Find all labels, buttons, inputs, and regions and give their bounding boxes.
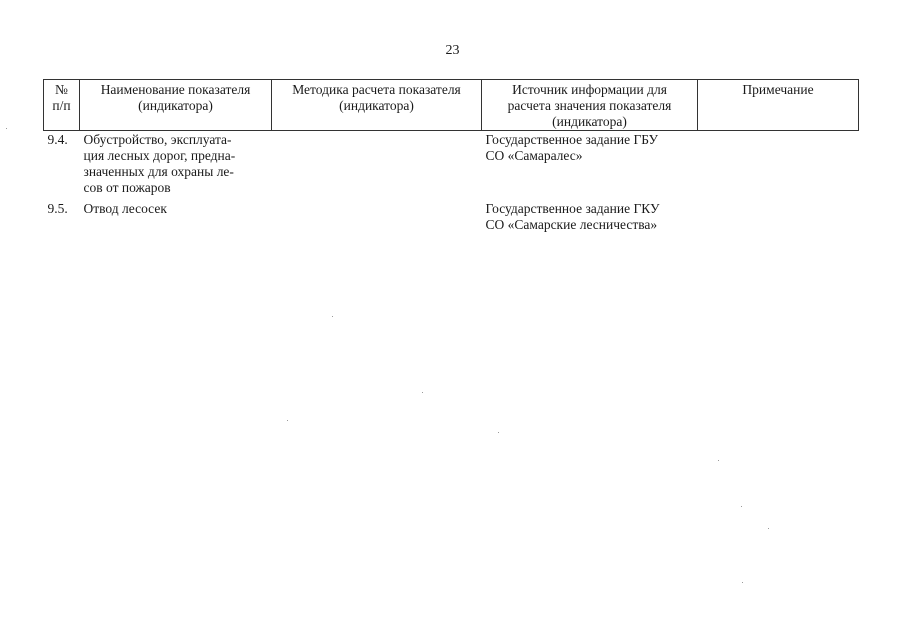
header-calculation-method bbox=[272, 80, 482, 131]
header-source-line: Источник информации для bbox=[512, 82, 667, 97]
scan-speck bbox=[718, 460, 719, 461]
table-row bbox=[44, 131, 859, 199]
scan-speck bbox=[741, 506, 742, 507]
table-header-row bbox=[44, 80, 859, 131]
indicator-name-line: сов от пожаров bbox=[83, 180, 171, 195]
scan-speck bbox=[498, 432, 499, 433]
header-note-line: Примечание bbox=[742, 82, 814, 97]
header-note bbox=[698, 80, 859, 131]
information-source-line: СО «Самаралес» bbox=[485, 148, 583, 163]
indicator-name bbox=[80, 131, 272, 199]
scan-speck bbox=[742, 582, 743, 583]
note bbox=[698, 198, 859, 233]
scan-speck bbox=[422, 392, 423, 393]
indicator-name-line: ция лесных дорог, предна- bbox=[83, 148, 236, 163]
table-row bbox=[44, 198, 859, 233]
header-num-line: п/п bbox=[52, 98, 71, 113]
page-number: 23 bbox=[445, 43, 460, 58]
indicator-name-line: Обустройство, эксплуата- bbox=[83, 132, 232, 147]
header-name-line: (индикатора) bbox=[138, 98, 213, 113]
information-source-line: СО «Самарские лесничества» bbox=[485, 217, 658, 232]
row-number: 9.5. bbox=[47, 201, 68, 216]
calculation-method bbox=[272, 131, 482, 199]
calculation-method bbox=[272, 198, 482, 233]
header-indicator-name bbox=[80, 80, 272, 131]
scan-speck bbox=[287, 420, 288, 421]
information-source bbox=[482, 131, 698, 199]
header-information-source bbox=[482, 80, 698, 131]
note bbox=[698, 131, 859, 199]
header-num bbox=[44, 80, 80, 131]
indicator-table bbox=[43, 79, 859, 233]
scan-speck bbox=[6, 128, 7, 129]
header-source-line: (индикатора) bbox=[552, 114, 627, 129]
information-source-line: Государственное задание ГКУ bbox=[485, 201, 660, 216]
indicator-name-line: значенных для охраны ле- bbox=[83, 164, 234, 179]
header-method-line: Методика расчета показателя bbox=[292, 82, 461, 97]
information-source-line: Государственное задание ГБУ bbox=[485, 132, 659, 147]
header-source-line: расчета значения показателя bbox=[507, 98, 672, 113]
indicator-name-line: Отвод лесосек bbox=[83, 201, 167, 216]
scan-speck bbox=[332, 316, 333, 317]
row-number: 9.4. bbox=[47, 132, 68, 147]
header-num-line: № bbox=[55, 82, 68, 97]
scan-speck bbox=[768, 528, 769, 529]
header-method-line: (индикатора) bbox=[339, 98, 414, 113]
information-source bbox=[482, 198, 698, 233]
indicator-name bbox=[80, 198, 272, 233]
header-name-line: Наименование показателя bbox=[100, 82, 251, 97]
